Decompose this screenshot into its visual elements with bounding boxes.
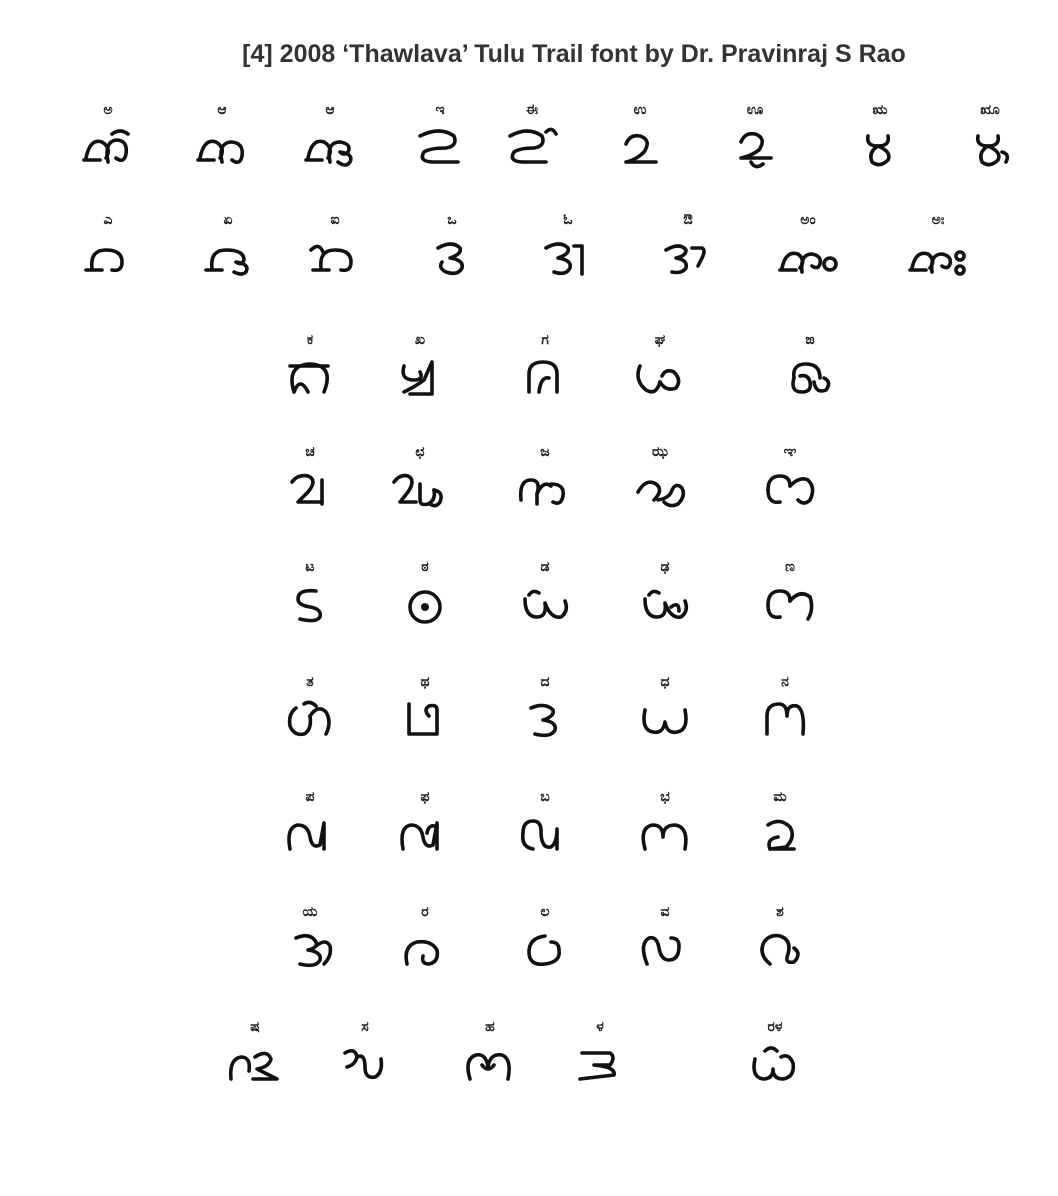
character-cell	[595, 98, 685, 188]
kannada-label: ಮ	[773, 789, 787, 805]
character-cell	[710, 98, 800, 188]
character-cell	[177, 98, 267, 188]
kannada-label: ತ	[306, 674, 314, 690]
tulu-glyph-ga	[500, 352, 590, 412]
kannada-label: ಈ	[525, 102, 539, 118]
tulu-glyph-ta	[265, 694, 355, 754]
character-cell	[265, 670, 355, 760]
character-cell	[620, 555, 710, 645]
character-cell	[375, 440, 465, 530]
kannada-label: ಛ	[415, 444, 425, 460]
kannada-label: ಓ	[563, 212, 573, 228]
character-cell	[285, 98, 375, 188]
tulu-glyph-rra	[730, 1039, 820, 1099]
character-cell	[265, 555, 355, 645]
tulu-glyph-sha	[735, 924, 825, 984]
character-cell	[487, 98, 577, 188]
character-cell	[63, 98, 153, 188]
tulu-glyph-lla	[555, 1039, 645, 1099]
kannada-label: ಶ	[776, 904, 784, 920]
tulu-glyph-ma	[735, 809, 825, 869]
character-cell	[265, 328, 355, 418]
character-cell	[523, 208, 613, 298]
tulu-glyph-nna	[745, 579, 835, 639]
tulu-glyph-na	[740, 694, 830, 754]
kannada-label: ಟ	[305, 559, 315, 575]
tulu-glyph-nga	[765, 352, 855, 412]
kannada-label: ಇ	[435, 102, 445, 118]
tulu-glyph-pa	[265, 809, 355, 869]
kannada-label: ಷ	[250, 1019, 260, 1035]
character-cell	[380, 555, 470, 645]
character-cell	[500, 555, 590, 645]
character-cell	[500, 785, 590, 875]
tulu-glyph-nya	[745, 464, 835, 524]
tulu-glyph-ja	[500, 464, 590, 524]
character-cell	[763, 208, 853, 298]
kannada-label: ನ	[781, 674, 789, 690]
kannada-label: ಎ	[103, 212, 113, 228]
tulu-glyph-ssa	[210, 1039, 300, 1099]
character-cell	[380, 670, 470, 760]
kannada-label: ಪ	[305, 789, 315, 805]
character-row	[0, 328, 1058, 418]
character-cell	[290, 208, 380, 298]
tulu-glyph-pha	[380, 809, 470, 869]
kannada-label: ಕ	[306, 332, 314, 348]
character-row	[0, 900, 1058, 990]
character-cell	[380, 900, 470, 990]
tulu-glyph-uu-like	[710, 122, 800, 182]
tulu-glyph-e-like	[63, 232, 153, 292]
tulu-glyph-oo-like	[523, 232, 613, 292]
kannada-label: ಥ	[420, 674, 430, 690]
tulu-glyph-dha	[620, 694, 710, 754]
character-cell	[500, 328, 590, 418]
character-row	[0, 1015, 1058, 1105]
kannada-label: ೠ	[980, 102, 1000, 118]
tulu-glyph-va	[620, 924, 710, 984]
kannada-label: ಯ	[302, 904, 318, 920]
character-cell	[63, 208, 153, 298]
tulu-glyph-am-like	[763, 232, 853, 292]
character-cell	[183, 208, 273, 298]
tulu-glyph-ha	[445, 1039, 535, 1099]
tulu-glyph-r-like	[835, 122, 925, 182]
tulu-glyph-tta	[265, 579, 355, 639]
character-cell	[740, 670, 830, 760]
tulu-glyph-a-like	[63, 122, 153, 182]
character-cell	[765, 328, 855, 418]
tulu-glyph-gha	[615, 352, 705, 412]
character-cell	[620, 670, 710, 760]
tulu-glyph-ee-like	[183, 232, 273, 292]
tulu-glyph-u-like	[595, 122, 685, 182]
kannada-label: ಚ	[305, 444, 315, 460]
tulu-glyph-ddha	[620, 579, 710, 639]
character-row	[0, 785, 1058, 875]
kannada-label: ಐ	[330, 212, 340, 228]
character-cell	[500, 670, 590, 760]
character-cell	[375, 328, 465, 418]
character-cell	[745, 440, 835, 530]
tulu-glyph-ai-like	[290, 232, 380, 292]
character-row	[0, 440, 1058, 530]
tulu-glyph-au-like	[643, 232, 733, 292]
kannada-label: ಙ	[805, 332, 815, 348]
kannada-label: ಲ	[540, 904, 550, 920]
character-cell	[380, 785, 470, 875]
character-cell	[735, 900, 825, 990]
tulu-glyph-dda	[500, 579, 590, 639]
kannada-label: ಣ	[785, 559, 795, 575]
kannada-label: ಭ	[660, 789, 670, 805]
kannada-label: ರಳ	[767, 1019, 783, 1035]
kannada-label: ಜ	[540, 444, 550, 460]
kannada-label: ಔ	[683, 212, 693, 228]
kannada-label: ಊ	[746, 102, 764, 118]
tulu-glyph-o-like	[407, 232, 497, 292]
tulu-glyph-sa	[320, 1039, 410, 1099]
tulu-glyph-la	[500, 924, 590, 984]
tulu-glyph-i-like	[395, 122, 485, 182]
character-row	[0, 98, 1058, 188]
character-cell	[893, 208, 983, 298]
character-cell	[500, 900, 590, 990]
character-row	[0, 555, 1058, 645]
kannada-label: ಆ	[325, 102, 335, 118]
tulu-glyph-jha	[615, 464, 705, 524]
kannada-label: ಬ	[540, 789, 550, 805]
tulu-glyph-aa-like	[177, 122, 267, 182]
tulu-glyph-ah-like	[893, 232, 983, 292]
kannada-label: ವ	[660, 904, 670, 920]
tulu-glyph-ca	[265, 464, 355, 524]
character-cell	[945, 98, 1035, 188]
character-cell	[210, 1015, 300, 1105]
character-cell	[265, 440, 355, 530]
kannada-label: ಉ	[633, 102, 647, 118]
kannada-label: ಒ	[447, 212, 457, 228]
tulu-glyph-rr-like	[945, 122, 1035, 182]
kannada-label: ಢ	[660, 559, 670, 575]
kannada-label: ಅ	[103, 102, 113, 118]
kannada-label: ಅಂ	[800, 212, 816, 228]
kannada-label: ಧ	[660, 674, 670, 690]
kannada-label: ಹ	[485, 1019, 495, 1035]
kannada-label: ಗ	[541, 332, 549, 348]
kannada-label: ಖ	[414, 332, 426, 348]
kannada-label: ಞ	[783, 444, 797, 460]
tulu-glyph-aa-loop	[285, 122, 375, 182]
tulu-glyph-ba	[500, 809, 590, 869]
character-cell	[265, 785, 355, 875]
kannada-label: ಋ	[872, 102, 888, 118]
character-cell	[395, 98, 485, 188]
character-row	[0, 670, 1058, 760]
kannada-label: ಡ	[540, 559, 550, 575]
character-cell	[620, 785, 710, 875]
kannada-label: ರ	[421, 904, 429, 920]
character-cell	[555, 1015, 645, 1105]
character-cell	[730, 1015, 820, 1105]
tulu-glyph-ttha	[380, 579, 470, 639]
character-cell	[835, 98, 925, 188]
kannada-label: ಳ	[596, 1019, 604, 1035]
character-cell	[615, 328, 705, 418]
character-row	[0, 208, 1058, 298]
tulu-glyph-ka	[265, 352, 355, 412]
character-cell	[735, 785, 825, 875]
kannada-label: ಏ	[223, 212, 233, 228]
tulu-glyph-ya	[265, 924, 355, 984]
kannada-label: ದ	[540, 674, 550, 690]
tulu-glyph-tha	[380, 694, 470, 754]
kannada-label: ಫ	[420, 789, 430, 805]
kannada-label: ಸ	[361, 1019, 369, 1035]
tulu-glyph-ii-like	[487, 122, 577, 182]
character-cell	[643, 208, 733, 298]
tulu-glyph-da	[500, 694, 590, 754]
kannada-label: ಘ	[654, 332, 666, 348]
character-cell	[500, 440, 590, 530]
kannada-label: ಠ	[421, 559, 429, 575]
kannada-label: ಅಃ	[931, 212, 945, 228]
tulu-glyph-ra	[380, 924, 470, 984]
character-cell	[407, 208, 497, 298]
character-cell	[620, 900, 710, 990]
kannada-label: ಝ	[652, 444, 668, 460]
character-cell	[265, 900, 355, 990]
character-cell	[615, 440, 705, 530]
tulu-glyph-cha	[375, 464, 465, 524]
page-title: [4] 2008 ‘Thawlava’ Tulu Trail font by Dr. Pravinraj S Rao	[242, 40, 906, 68]
tulu-glyph-bha	[620, 809, 710, 869]
character-cell	[320, 1015, 410, 1105]
tulu-glyph-kha	[375, 352, 465, 412]
character-cell	[745, 555, 835, 645]
kannada-label: ಆ	[217, 102, 227, 118]
character-cell	[445, 1015, 535, 1105]
